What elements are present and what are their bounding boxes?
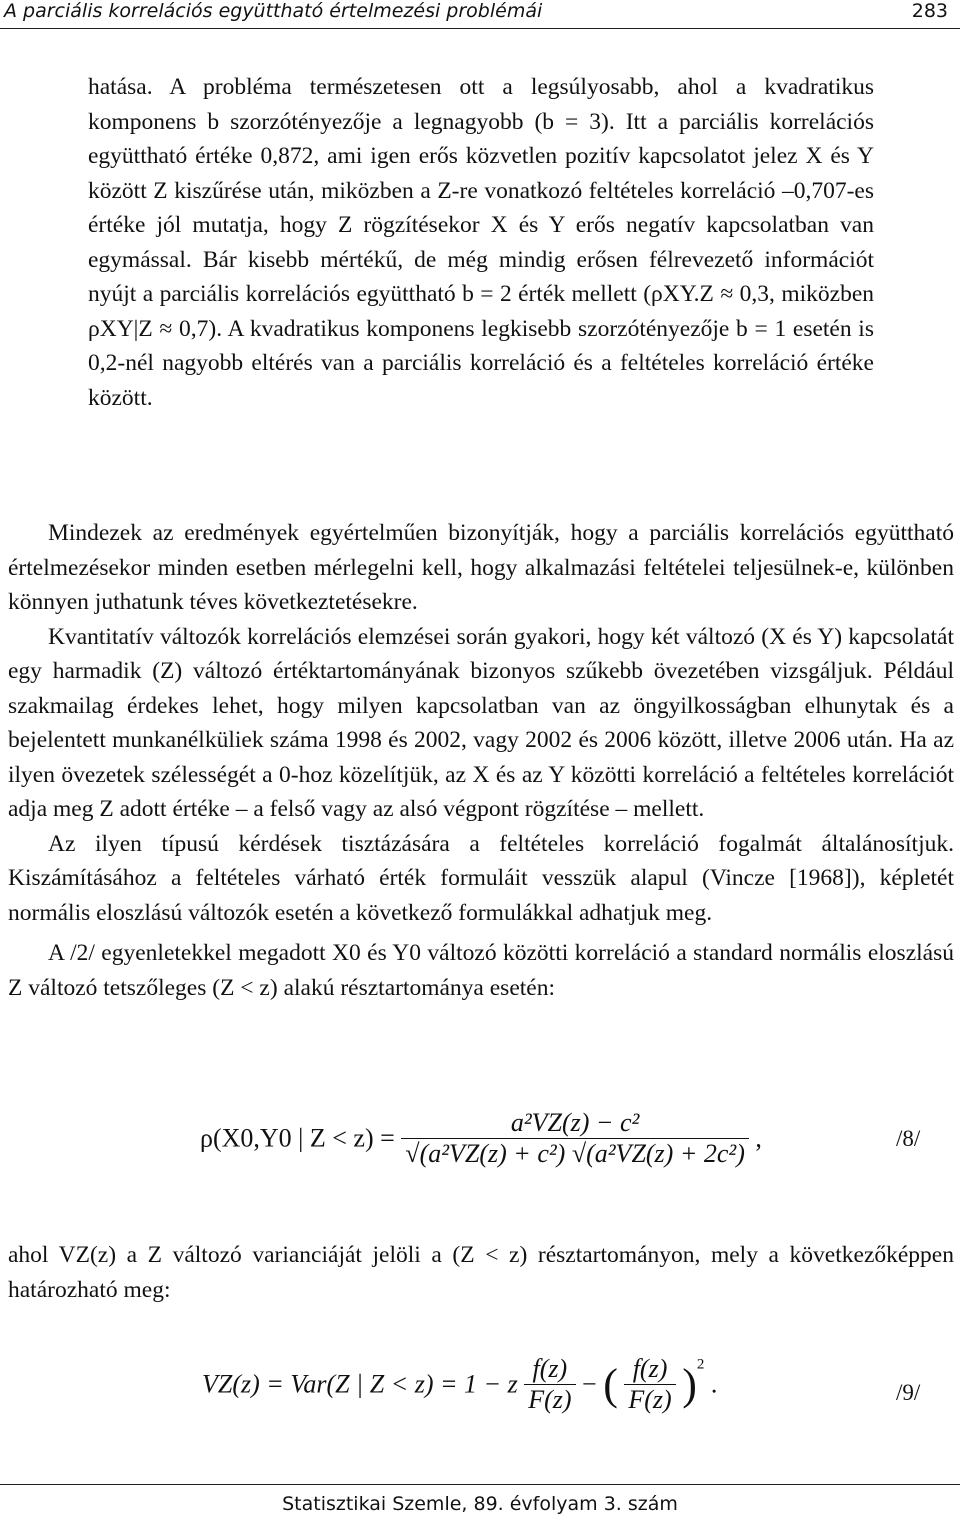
page-footer: Statisztikai Szemle, 89. évfolyam 3. szám xyxy=(282,1493,678,1515)
formula-8-lhs: ρ(X0,Y0 | Z < z) = xyxy=(200,1123,395,1153)
running-title: A parciális korrelációs együttható értelmezési problémái xyxy=(4,0,543,22)
footer-rule xyxy=(0,1484,960,1485)
formula-9-fraction-1 xyxy=(524,1354,575,1415)
paragraph-4: A /2/ egyenletekkel megadott X0 és Y0 változó közötti korreláció a standard normális eloszlású Z változó tetszőleges (Z < z) alakú résztartománya esetén: xyxy=(8,940,954,1001)
formula-9-lhs: VZ(z) = Var(Z | Z < z) = 1 − z xyxy=(202,1369,518,1399)
formula-9-frac1-den: F(z) xyxy=(524,1384,575,1415)
section1-paragraph: hatása. A probléma természetesen ott a legsúlyosabb, ahol a kvadratikus komponens b szorzótényezője a legnagyobb (b = 3). Itt a parciális korrelációs együttható értéke 0,872, ami igen erős közvetlen pozitív kapcsolatot jelez X és Y között Z kiszűrése után, miközben a Z-re vonatkozó feltételes korreláció –0,707-es értéke jól mutatja, hogy Z rögzítésekor X és Y erős negatív kapcsolatban van egymással. Bár kisebb mértékű, de még mindig erősen félrevezető információt nyújt a parciális korrelációs együttható b = 2 érték mellett (ρXY.Z ≈ 0,3, miközben ρXY|Z ≈ 0,7). A kvadratikus komponens legkisebb szorzótényezője b = 1 esetén is 0,2-nél nagyobb eltérés van a parciális korreláció és a feltételes korreláció értéke között. xyxy=(88,74,874,411)
formula-9-tail: . xyxy=(710,1369,718,1399)
equation-number-9: /9/ xyxy=(896,1380,921,1405)
formula-9-minus: − xyxy=(582,1369,597,1399)
formula-8-fraction xyxy=(401,1108,749,1169)
formula-8-tail: , xyxy=(755,1123,762,1153)
paragraph-1: Mindezek az eredmények egyértelműen bizonyítják, hogy a parciális korrelációs együttható értelmezésekor minden esetben mérlegelni kell, hogy alkalmazási feltételei teljesülnek-e, különben könnyen juthatunk téves következtetésekre. xyxy=(8,520,954,615)
paragraph-3: Az ilyen típusú kérdések tisztázására a feltételes korreláció fogalmát általánosítjuk. Kiszámításához a feltételes várható érték formuláit vesszük alapul (Vincze [1968]), képletét normális eloszlású változók esetén a következő formulákkal adhatjuk meg. xyxy=(8,830,954,926)
formula-8-denominator: √(a²VZ(z) + c²) √(a²VZ(z) + 2c²) xyxy=(401,1138,749,1169)
formula-9-paren-close: ) xyxy=(682,1360,697,1409)
formula-8-numerator: a²VZ(z) − c² xyxy=(510,1108,640,1137)
formula-9-frac2-num: f(z) xyxy=(632,1354,668,1383)
paragraph-2: Kvantitatív változók korrelációs elemzései során gyakori, hogy két változó (X és Y) kapcsolatát egy harmadik (Z) változó értéktartományának bizonyos szűkebb övezetében vizsgáljuk. Például szakmailag érdekes lehet, hogy milyen kapcsolatban van az öngyilkosságban elhunytak és a bejelentett munkanélküliek száma 1998 és 2002, vagy 2002 és 2006 között, illetve 2006 után. Ha az ilyen övezetek szélességét a 0-hoz közelítjük, az X és az Y közötti korreláció a feltételes korrelációt adja meg Z adott értéke – a felső vagy az alsó végpont rögzítése – mellett. xyxy=(8,623,954,822)
formula-9-paren-open: ( xyxy=(603,1360,618,1409)
paragraph-5: ahol VZ(z) a Z változó varianciáját jelöli a (Z < z) résztartományon, mely a következőképpen határozható meg: xyxy=(8,1242,954,1303)
formula-9-frac1-num: f(z) xyxy=(532,1354,568,1383)
section2-body xyxy=(8,516,954,1005)
page-header xyxy=(0,0,960,26)
formula-9 xyxy=(202,1354,717,1415)
header-rule xyxy=(0,28,960,29)
formula-9-power: 2 xyxy=(696,1356,705,1373)
formula-8 xyxy=(200,1108,762,1169)
formula-9-frac2-den: F(z) xyxy=(624,1384,675,1415)
page-number: 283 xyxy=(911,0,948,22)
formula-9-fraction-2 xyxy=(624,1354,675,1415)
equation-number-8: /8/ xyxy=(896,1126,921,1151)
